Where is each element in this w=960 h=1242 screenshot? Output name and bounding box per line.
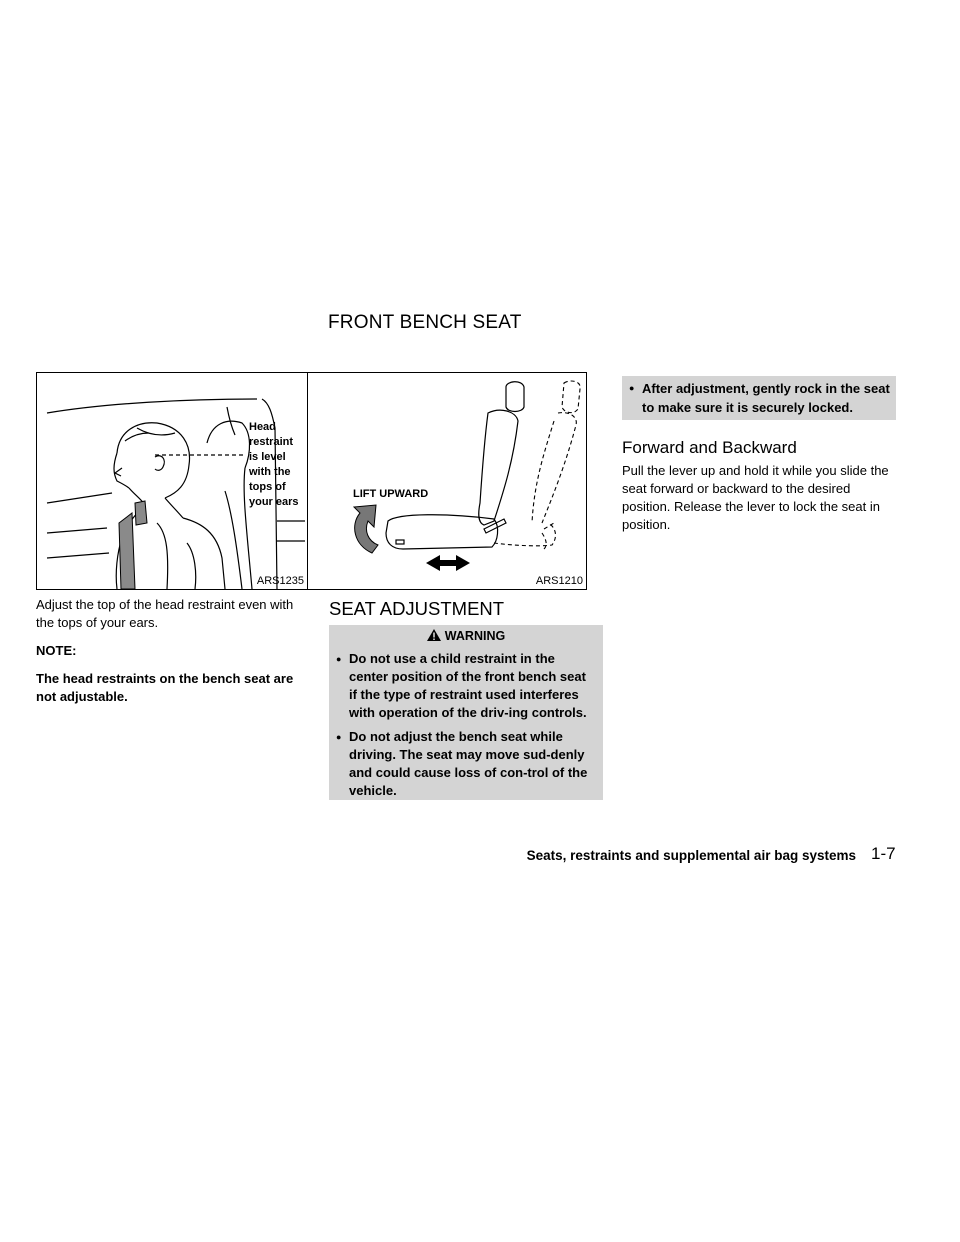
- bullet-icon: ●: [336, 654, 342, 664]
- page-number: 1-7: [871, 844, 896, 863]
- warning-triangle-icon: [427, 629, 441, 641]
- lock-check-bullet: [622, 376, 896, 417]
- note-label: NOTE:: [36, 643, 77, 658]
- callout-line: Head: [249, 421, 276, 433]
- seat-adjustment-illustration: [308, 373, 586, 589]
- head-restraint-instruction: Adjust the top of the head restraint even with the tops of your ears.: [36, 597, 294, 630]
- lock-check-box: [622, 376, 896, 420]
- seat-adjustment-heading: SEAT ADJUSTMENT: [329, 598, 505, 619]
- callout-line: your ears: [249, 496, 299, 508]
- seat-adjustment-figure: [307, 372, 587, 590]
- bullet-icon: ●: [629, 383, 635, 393]
- section-title: FRONT BENCH SEAT: [328, 312, 522, 333]
- footer-chapter-title: Seats, restraints and supplemental air bag systems: [526, 848, 856, 863]
- warning-box: [329, 625, 603, 800]
- warning-bullet-text: Do not use a child restraint in the center position of the front bench seat if the type of restraint used interferes with operation of the driv-ing controls.: [349, 651, 587, 720]
- figure-id: ARS1235: [256, 575, 304, 587]
- forward-backward-heading: Forward and Backward: [622, 438, 797, 457]
- head-restraint-figure: [36, 372, 308, 590]
- warning-bullets: [329, 647, 603, 800]
- head-restraint-callout: [249, 420, 299, 510]
- callout-line: is level: [249, 451, 286, 463]
- callout-line: tops of: [249, 481, 286, 493]
- figure-id: ARS1210: [535, 575, 583, 587]
- column-1: [36, 596, 308, 706]
- warning-header: [329, 625, 603, 647]
- note-text: The head restraints on the bench seat are not adjustable.: [36, 671, 294, 704]
- lift-upward-label: LIFT UPWARD: [353, 488, 429, 500]
- bullet-icon: ●: [336, 732, 342, 742]
- warning-bullet: [335, 650, 595, 722]
- callout-line: with the: [249, 466, 291, 478]
- lock-check-text: After adjustment, gently rock in the seat to make sure it is securely locked.: [642, 381, 890, 415]
- forward-backward-text: Pull the lever up and hold it while you slide the seat forward or backward to the desired position. Release the lever to lock the seat in position.: [622, 463, 889, 532]
- warning-bullet: [335, 728, 595, 800]
- warning-label: WARNING: [444, 629, 506, 643]
- warning-bullet-text: Do not adjust the bench seat while driving. The seat may move sud-denly and could cause loss of con-trol of the vehicle.: [349, 729, 588, 798]
- callout-line: restraint: [249, 436, 294, 448]
